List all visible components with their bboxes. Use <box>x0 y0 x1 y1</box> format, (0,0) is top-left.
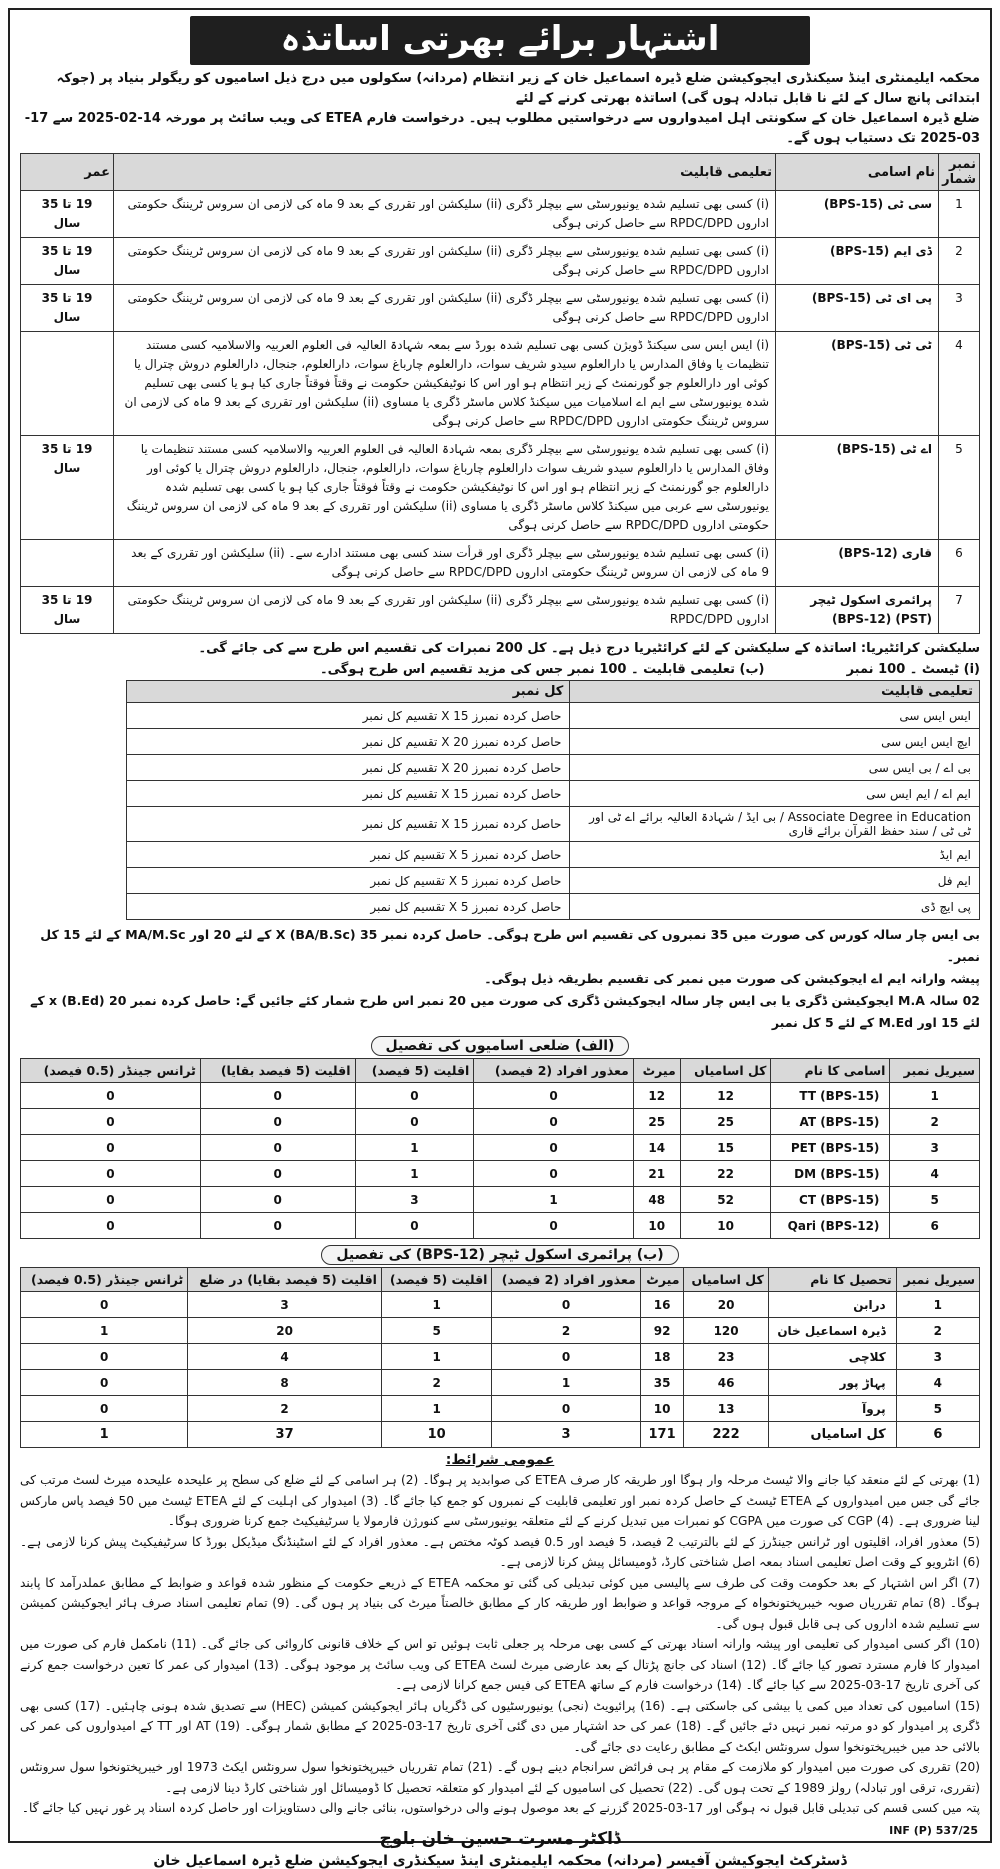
table-cell: 5 <box>896 1396 979 1422</box>
table-cell: 2 <box>188 1396 382 1422</box>
qualification-cell: ایم ایڈ <box>570 842 980 868</box>
table-cell: 1 <box>355 1135 474 1161</box>
table-cell: 0 <box>21 1135 201 1161</box>
table-cell: 0 <box>21 1396 188 1422</box>
table-row <box>21 436 980 540</box>
condition-item: (5) معذور افراد، اقلیتوں اور ٹرانس جینڈرز کے لئے بالترتیب 2 فیصد، 5 فیصد اور 0.5 فیصد کوٹہ مختص ہے۔ معذور افراد کے لئے اسٹینڈنگ میڈیکل بورڈ کا سرٹیفیکیٹ پیش کرنا لازمی ہے۔ (6) انٹرویو کے وقت اصل تعلیمی اسناد بمعہ اصل شناختی کارڈ، ڈومیسائل پیش کرنا لازمی ہے۔ <box>20 1534 980 1569</box>
qualification-cell: ایم اے / ایم ایس سی <box>570 781 980 807</box>
table-row <box>21 1292 980 1318</box>
advertisement-page <box>8 8 992 1869</box>
table-cell: 10 <box>381 1422 492 1448</box>
table-cell: 6 <box>890 1213 980 1239</box>
col-marks: کل نمبر <box>126 681 570 703</box>
table-cell: 52 <box>680 1187 771 1213</box>
table-cell: 3 <box>188 1292 382 1318</box>
post-name: قاری (BPS-12) <box>776 540 939 587</box>
condition-item: (20) تقرری کی صورت میں امیدوار کو ملازمت کے مقام پر ہی فرائض سرانجام دینے ہوں گے۔ (21) تمام تقرریاں خیبرپختونخوا سول سرونٹس ایکٹ 1973 اور خیبرپختونخوا سول سرونٹس (تقرری، ترقی اور تبادلہ) رولز 1989 کے تحت ہوں گی۔ (22) تحصیل کی اسامیوں کے لئے امیدوار کو متعلقہ تحصیل کا ڈومیسائل اور شناختی کارڈ دینا لازمی ہے۔ <box>20 1760 980 1795</box>
post-name: اے ٹی (BPS-15) <box>776 436 939 540</box>
post-serial: 7 <box>939 587 980 634</box>
signature-block <box>20 1829 980 1869</box>
table-row <box>21 1370 980 1396</box>
qualification-cell: پی ایچ ڈی <box>570 894 980 920</box>
table-cell: 4 <box>890 1161 980 1187</box>
district-posts-table <box>20 1058 980 1239</box>
table-cell: 1 <box>21 1318 188 1344</box>
post-serial: 1 <box>939 191 980 238</box>
table-cell: 0 <box>492 1344 640 1370</box>
column-header: کل اسامیاں <box>684 1268 768 1292</box>
table-cell: 4 <box>896 1370 979 1396</box>
table-row <box>21 540 980 587</box>
column-header: اسامی کا نام <box>771 1059 890 1083</box>
post-name: ٹی ٹی (BPS-15) <box>776 332 939 436</box>
marks-cell: حاصل کردہ نمبرز 20 X تقسیم کل نمبر <box>126 729 570 755</box>
table-cell: 1 <box>896 1292 979 1318</box>
column-header: اقلیت (5 فیصد بقایا) در ضلع <box>188 1268 382 1292</box>
table-cell: کلاچی <box>768 1344 896 1370</box>
column-header: معذور افراد (2 فیصد) <box>492 1268 640 1292</box>
table-cell: 1 <box>21 1422 188 1448</box>
signatory-designation: ڈسٹرکٹ ایجوکیشن آفیسر (مردانہ) محکمہ ایلیمنٹری اینڈ سیکنڈری ایجوکیشن ضلع ڈیرہ اسماعیل خان <box>153 1852 847 1869</box>
posts-table <box>20 153 980 634</box>
table-cell: 1 <box>890 1083 980 1109</box>
table-cell: 0 <box>21 1344 188 1370</box>
table-row <box>126 894 979 920</box>
conditions-title: عمومی شرائط: <box>445 1452 555 1468</box>
table-cell: 0 <box>21 1109 201 1135</box>
tehsil-table-header <box>21 1268 980 1292</box>
table-cell: 0 <box>200 1161 355 1187</box>
table-row <box>21 1318 980 1344</box>
table-cell: 1 <box>492 1370 640 1396</box>
table-row <box>21 1344 980 1370</box>
col-qualification: تعلیمی قابلیت <box>570 681 980 703</box>
post-qualification: (i) کسی بھی تسلیم شدہ یونیورسٹی سے بیچلر ڈگری (ii) سلیکشن اور تقرری کے بعد 9 ماہ کی لازمی ان سروس ٹریننگ حکومتی اداروں RPDC/DPD سے حاصل کرنی ہوگی <box>114 238 776 285</box>
post-qualification: (i) کسی بھی تسلیم شدہ یونیورسٹی سے بیچلر ڈگری (ii) سلیکشن اور تقرری کے بعد 9 ماہ کی لازمی ان سروس ٹریننگ حکومتی اداروں RPDC/DPD سے حاصل کرنی ہوگی <box>114 285 776 332</box>
table-cell: 0 <box>492 1292 640 1318</box>
intro-line-2: ضلع ڈیرہ اسماعیل خان کے سکونتی اہل امیدواروں سے درخواستیں مطلوب ہیں۔ درخواست فارم ETEA کی ویب سائٹ پر مورخہ 14-02-2025 سے 17-03-2025 تک دستیاب ہوں گے۔ <box>24 111 980 146</box>
tehsil-table-body <box>21 1292 980 1448</box>
qualification-table <box>126 680 980 920</box>
table-cell: 2 <box>381 1370 492 1396</box>
marks-cell: حاصل کردہ نمبرز 15 X تقسیم کل نمبر <box>126 781 570 807</box>
table-cell: 2 <box>492 1318 640 1344</box>
table-row <box>126 781 979 807</box>
column-header: سیریل نمبر <box>890 1059 980 1083</box>
table-row <box>21 1083 980 1109</box>
note-bs: بی ایس چار سالہ کورس کی صورت میں 35 نمبروں کی تقسیم اس طرح ہوگی۔ حاصل کردہ نمبر 35 X (BA/B.Sc) کے لئے 20 اور MA/M.Sc کے لئے 15 کل نمبر۔ <box>40 927 980 964</box>
table-row <box>21 1161 980 1187</box>
table-cell: 0 <box>355 1083 474 1109</box>
table-cell: 3 <box>355 1187 474 1213</box>
district-table-header <box>21 1059 980 1083</box>
condition-item: (15) اسامیوں کی تعداد میں کمی یا بیشی کی جاسکتی ہے۔ (16) پرائیویٹ (نجی) یونیورسٹیوں کی ڈگریاں ہائر ایجوکیشن کمیشن (HEC) سے تصدیق شدہ ہونی چاہئیں۔ (17) کسی بھی ڈگری پر امیدوار کو دو مرتبہ نمبر نہیں دئے جائیں گے۔ (18) عمر کی حد اشتہار میں دی گئی آخری تاریخ 17-03-2025 کے مطابق شمار ہوگی۔ (19) AT اور TT کے امیدواروں کی عمر کی بالائی حد میں خیبرپختونخوا سول سرونٹس ایکٹ کے مطابق رعایت دی جائے گی۔ <box>20 1698 981 1754</box>
table-cell: Qari (BPS-12) <box>771 1213 890 1239</box>
column-header: اقلیت (5 فیصد) <box>381 1268 492 1292</box>
reference-number: INF (P) 537/25 <box>889 1824 978 1837</box>
table-row <box>21 1109 980 1135</box>
post-name: پرائمری اسکول ٹیچر (PST) (BPS-12) <box>776 587 939 634</box>
qualification-cell: ایس ایس سی <box>570 703 980 729</box>
table-cell: 0 <box>21 1161 201 1187</box>
page-title: اشتہار برائے بھرتی اساتذہ <box>190 16 810 65</box>
table-cell: 46 <box>684 1370 768 1396</box>
table-cell: 35 <box>640 1370 684 1396</box>
column-header: اقلیت (5 فیصد بقایا) <box>200 1059 355 1083</box>
table-row <box>21 1187 980 1213</box>
table-row <box>21 1135 980 1161</box>
selection-criteria: سلیکشن کرائٹیریا: اساتذہ کے سلیکشن کے لئے کرائٹیریا درج ذیل ہے۔ کل 200 نمبرات کی تقسیم اس طرح سے کی جائے گی۔ <box>198 641 980 656</box>
table-cell: 1 <box>474 1187 633 1213</box>
note-professional: پیشہ وارانہ ایم اے ایجوکیشن کی صورت میں نمبر کی تقسیم بطریقہ ذیل ہوگی۔ <box>484 971 980 986</box>
table-cell: ڈیرہ اسماعیل خان <box>768 1318 896 1344</box>
col-post-name: نام اسامی <box>776 154 939 191</box>
table-row <box>21 191 980 238</box>
post-qualification: (i) کسی بھی تسلیم شدہ یونیورسٹی سے بیچلر ڈگری اور قرأت سند کسی بھی مستند ادارے سے۔ (ii) سلیکشن اور تقرری کے بعد 9 ماہ کی لازمی ان سروس ٹریننگ حکومتی اداروں RPDC/DPD سے حاصل کرنی ہوگی <box>114 540 776 587</box>
table-cell: 0 <box>474 1213 633 1239</box>
table-cell: پروآ <box>768 1396 896 1422</box>
district-table-body <box>21 1083 980 1239</box>
condition-item: (7) اگر اس اشتہار کے بعد حکومت وقت کی طرف سے پالیسی میں کوئی تبدیلی کی گئی تو محکمہ ETEA کے ذریعے حکومت کے منظور شدہ قواعد و ضوابط کے مطابق عملدرآمد کا پابند ہوگا۔ (8) تمام تقرریاں صوبہ خیبرپختونخواہ کے مروجہ قواعد و ضوابط اور طریقہ کار کے مطابق خالصتاً میرٹ کی بنیاد پر ہوں گی۔ (9) تمام تعلیمی اسناد صرف ہائر ایجوکیشن کمیشن سے تسلیم شدہ اداروں کی ہی قابل قبول ہوں گی۔ <box>20 1575 980 1631</box>
table-cell: 10 <box>640 1396 684 1422</box>
table-cell: 2 <box>890 1109 980 1135</box>
table-cell: 0 <box>355 1213 474 1239</box>
post-age <box>21 332 114 436</box>
col-serial: نمبر شمار <box>939 154 980 191</box>
post-name: پی ای ٹی (BPS-15) <box>776 285 939 332</box>
qualification-cell: بی اے / بی ایس سی <box>570 755 980 781</box>
table-row <box>126 729 979 755</box>
table-cell: 3 <box>896 1344 979 1370</box>
post-age: 19 تا 35 سال <box>21 285 114 332</box>
post-qualification: (i) کسی بھی تسلیم شدہ یونیورسٹی سے بیچلر ڈگری بمعہ شہادۃ العالیہ فی العلوم العربیہ والاسلامیہ کسی مستند تنظیمات یا وفاق المدارس یا دارالعلوم سیدو شریف سوات دارالعلوم چارباغ سوات، دارالعلوم، جنجال، دارالعلوم دروش چترال یا کوئی اور دارالعلوم جو گورنمنٹ کے زیر انتظام ہو اور اس کا نوٹیفکیشن حکومت نے وقتاً فوقتاً جاری کیا ہو یا کسی بھی تسلیم شدہ یونیورسٹی سے عربی میں سیکنڈ کلاس ماسٹر ڈگری یا مساوی (ii) سلیکشن اور تقرری کے بعد 9 ماہ کی لازمی ان سروس ٹریننگ حکومتی اداروں RPDC/DPD سے حاصل کرنی ہوگی <box>114 436 776 540</box>
column-header: اقلیت (5 فیصد) <box>355 1059 474 1083</box>
signatory-name: ڈاکٹر مسرت حسین خان بلوچ <box>379 1828 621 1849</box>
table-cell: 0 <box>474 1135 633 1161</box>
condition-item: پتہ میں کسی قسم کی تبدیلی قابل قبول نہ ہوگی اور 17-03-2025 گزرنے کے بعد موصول ہونے والی درخواستوں، بنائی جانے والی دستاویزات اور حاصل کردہ اسناد پر غور نہیں کیا جائے گا۔ <box>21 1801 980 1815</box>
table-cell: 0 <box>474 1083 633 1109</box>
post-qualification: (i) ایس ایس سی سیکنڈ ڈویژن کسی بھی تسلیم شدہ بورڈ سے بمعہ شہادۃ العالیہ فی العلوم العربیہ والاسلامیہ کسی مستند تنظیمات یا وفاق المدارس یا دارالعلوم سیدو شریف سوات، دارالعلوم چارباغ سوات، دارالعلوم، جنجال، دارالعلوم دروش چترال یا کوئی اور دارالعلوم جو گورنمنٹ کے زیر انتظام ہو اور اس کا نوٹیفکیشن حکومت نے وقتاً فوقتاً جاری کیا ہو یا کسی بھی تسلیم شدہ یونیورسٹی سے ایم اے اسلامیات میں سیکنڈ کلاس ماسٹر ڈگری یا مساوی (ii) سلیکشن اور تقرری کے بعد 9 ماہ کی لازمی ان سروس ٹریننگ حکومتی اداروں RPDC/DPD سے حاصل کرنی ہوگی <box>114 332 776 436</box>
posts-table-body <box>21 191 980 634</box>
district-section-heading <box>20 1038 980 1054</box>
table-cell: 4 <box>188 1344 382 1370</box>
table-cell: 1 <box>355 1161 474 1187</box>
table-cell: 0 <box>200 1187 355 1213</box>
marks-split <box>20 659 980 680</box>
col-age: عمر <box>21 154 114 191</box>
table-cell: 0 <box>21 1292 188 1318</box>
table-cell: 20 <box>188 1318 382 1344</box>
table-row <box>21 332 980 436</box>
table-cell: 0 <box>200 1109 355 1135</box>
post-age <box>21 540 114 587</box>
condition-item: (10) اگر کسی امیدوار کی تعلیمی اور پیشہ وارانہ اسناد بھرتی کے کسی بھی مرحلہ پر جعلی ثابت ہوئیں تو اس کے خلاف قانونی کاروائی کی جائے گی۔ (11) نامکمل فارم کی صورت میں امیدوار کا فارم مسترد تصور کیا جائے گا۔ (12) اسناد کی جانچ پڑتال کے بعد عارضی میرٹ لسٹ ETEA کی ویب سائٹ پر موجود ہوگی۔ (13) امیدوار کی عمر کا تعین درخواست جمع کرنے کی آخری تاریخ 17-03-2025 سے کیا جائے گا۔ (14) درخواست فارم کے ساتھ ETEA کی فیس جمع کرانا لازمی ہے۔ <box>20 1637 980 1692</box>
column-header: ٹرانس جینڈر (0.5 فیصد) <box>21 1059 201 1083</box>
qualification-table-body <box>126 703 979 920</box>
table-cell: 0 <box>200 1135 355 1161</box>
post-name: سی ٹی (BPS-15) <box>776 191 939 238</box>
table-cell: DM (BPS-15) <box>771 1161 890 1187</box>
table-cell: PET (BPS-15) <box>771 1135 890 1161</box>
table-row <box>126 868 979 894</box>
test-marks: (i) ٹیسٹ ۔ 100 نمبر <box>846 662 980 677</box>
table-cell: 37 <box>188 1422 382 1448</box>
column-header: معذور افراد (2 فیصد) <box>474 1059 633 1083</box>
column-header: کل اسامیاں <box>680 1059 771 1083</box>
district-title: (الف) ضلعی اسامیوں کی تفصیل <box>371 1036 630 1056</box>
table-row <box>126 807 979 842</box>
marks-cell: حاصل کردہ نمبرز 15 X تقسیم کل نمبر <box>126 703 570 729</box>
table-row <box>21 285 980 332</box>
table-cell: 92 <box>640 1318 684 1344</box>
table-row <box>21 1396 980 1422</box>
table-cell: 0 <box>200 1213 355 1239</box>
table-cell: 0 <box>21 1213 201 1239</box>
table-row <box>21 1213 980 1239</box>
table-cell: 15 <box>680 1135 771 1161</box>
post-age: 19 تا 35 سال <box>21 436 114 540</box>
table-cell: 10 <box>680 1213 771 1239</box>
post-age: 19 تا 35 سال <box>21 238 114 285</box>
marks-cell: حاصل کردہ نمبرز 5 X تقسیم کل نمبر <box>126 868 570 894</box>
table-cell: 0 <box>21 1370 188 1396</box>
post-name: ڈی ایم (BPS-15) <box>776 238 939 285</box>
column-header: سیریل نمبر <box>896 1268 979 1292</box>
table-cell: 16 <box>640 1292 684 1318</box>
table-cell: 2 <box>896 1318 979 1344</box>
table-cell: 0 <box>492 1396 640 1422</box>
table-cell: 0 <box>474 1109 633 1135</box>
post-serial: 3 <box>939 285 980 332</box>
qualification-cell: ایچ ایس ایس سی <box>570 729 980 755</box>
table-cell: کل اسامیاں <box>768 1422 896 1448</box>
general-conditions <box>20 1470 980 1819</box>
table-row <box>21 1422 980 1448</box>
post-serial: 4 <box>939 332 980 436</box>
table-cell: 3 <box>890 1135 980 1161</box>
table-cell: 3 <box>492 1422 640 1448</box>
post-serial: 6 <box>939 540 980 587</box>
tehsil-title: (ب) پرائمری اسکول ٹیچر (BPS-12) کی تفصیل <box>321 1245 678 1265</box>
table-row <box>21 587 980 634</box>
tehsil-section-heading <box>20 1247 980 1263</box>
table-cell: 0 <box>355 1109 474 1135</box>
col-qualification: تعلیمی قابلیت <box>114 154 776 191</box>
column-header: میرٹ <box>633 1059 680 1083</box>
table-cell: درابن <box>768 1292 896 1318</box>
table-cell: AT (BPS-15) <box>771 1109 890 1135</box>
post-age: 19 تا 35 سال <box>21 191 114 238</box>
table-cell: 12 <box>633 1083 680 1109</box>
column-header: میرٹ <box>640 1268 684 1292</box>
marks-cell: حاصل کردہ نمبرز 20 X تقسیم کل نمبر <box>126 755 570 781</box>
intro-text <box>20 69 980 149</box>
post-qualification: (i) کسی بھی تسلیم شدہ یونیورسٹی سے بیچلر ڈگری (ii) سلیکشن اور تقرری کے بعد 9 ماہ کی لازمی ان سروس ٹریننگ حکومتی اداروں RPDC/DPD <box>114 587 776 634</box>
table-cell: 171 <box>640 1422 684 1448</box>
table-cell: 8 <box>188 1370 382 1396</box>
note-education-degree: 02 سالہ M.A ایجوکیشن ڈگری یا بی ایس چار سالہ ایجوکیشن ڈگری کی صورت میں 20 نمبر اس طرح شمار کئے جائیں گے: حاصل کردہ نمبر 20 x (B.Ed) کے لئے 15 اور M.Ed کے لئے 5 کل نمبر <box>30 993 980 1030</box>
table-cell: 12 <box>680 1083 771 1109</box>
table-cell: 20 <box>684 1292 768 1318</box>
post-qualification: (i) کسی بھی تسلیم شدہ یونیورسٹی سے بیچلر ڈگری (ii) سلیکشن اور تقرری کے بعد 9 ماہ کی لازمی ان سروس ٹریننگ حکومتی اداروں RPDC/DPD سے حاصل کرنی ہوگی <box>114 191 776 238</box>
table-cell: 1 <box>381 1344 492 1370</box>
condition-item: (1) بھرتی کے لئے منعقد کیا جانے والا ٹیسٹ مرحلہ وار ہوگا اور طریقہ کار صرف ETEA کی صوابدید پر ہوگا۔ (2) ہر اسامی کے لئے ضلع کی سطح پر علیحدہ علیحدہ میرٹ لسٹ مرتب کی جائے گی جس میں امیدواروں کے ETEA ٹیسٹ کے حاصل کردہ نمبر اور تعلیمی قابلیت کے نمبروں کو جمع کیا جائے گا۔ (3) امیدوار کی اہلیت کے لئے ETEA ٹیسٹ میں 50 فیصد پاس مارکس لینا ضروری ہے۔ (4) CGP کی صورت میں CGPA کو نمبرات میں تبدیل کرنے کے لئے متعلقہ یونیورسٹی سے کنورژن فارمولا یا سرٹیفیکیٹ جمع کرنا ضروری ہوگا۔ <box>20 1473 981 1528</box>
qualification-cell: Associate Degree in Education / بی ایڈ / شہادۃ العالیہ برائے اے ٹی اور ٹی ٹی / سند حفظ القرآن برائے قاری <box>570 807 980 842</box>
table-cell: 13 <box>684 1396 768 1422</box>
table-cell: 6 <box>896 1422 979 1448</box>
table-cell: 222 <box>684 1422 768 1448</box>
marks-cell: حاصل کردہ نمبرز 5 X تقسیم کل نمبر <box>126 842 570 868</box>
table-cell: 0 <box>21 1187 201 1213</box>
table-cell: 25 <box>633 1109 680 1135</box>
table-cell: 5 <box>890 1187 980 1213</box>
table-cell: CT (BPS-15) <box>771 1187 890 1213</box>
table-cell: 1 <box>381 1396 492 1422</box>
table-row <box>126 755 979 781</box>
table-cell: پہاڑ پور <box>768 1370 896 1396</box>
qualification-cell: ایم فل <box>570 868 980 894</box>
column-header: ٹرانس جینڈر (0.5 فیصد) <box>21 1268 188 1292</box>
edu-marks: (ب) تعلیمی قابلیت ۔ 100 نمبر جس کی مزید تقسیم اس طرح ہوگی۔ <box>320 662 765 677</box>
column-header: تحصیل کا نام <box>768 1268 896 1292</box>
tehsil-posts-table <box>20 1267 980 1448</box>
marks-cell: حاصل کردہ نمبرز 5 X تقسیم کل نمبر <box>126 894 570 920</box>
table-row <box>126 703 979 729</box>
post-serial: 2 <box>939 238 980 285</box>
table-cell: 23 <box>684 1344 768 1370</box>
table-cell: TT (BPS-15) <box>771 1083 890 1109</box>
marks-cell: حاصل کردہ نمبرز 15 X تقسیم کل نمبر <box>126 807 570 842</box>
intro-line-1: محکمہ ایلیمنٹری اینڈ سیکنڈری ایجوکیشن ضلع ڈیرہ اسماعیل خان کے زیر انتظام (مردانہ) سکولوں میں درج ذیل اسامیوں کو ریگولر بنیاد پر (جوکہ ابتدائی پانچ سال کے لئے نا قابل تبادلہ ہوں گی) اساتذہ بھرتی کرنے کے لئے <box>56 71 980 106</box>
table-cell: 25 <box>680 1109 771 1135</box>
post-serial: 5 <box>939 436 980 540</box>
table-cell: 0 <box>21 1083 201 1109</box>
table-cell: 1 <box>381 1292 492 1318</box>
table-cell: 0 <box>474 1161 633 1187</box>
table-row <box>21 238 980 285</box>
table-cell: 18 <box>640 1344 684 1370</box>
table-cell: 120 <box>684 1318 768 1344</box>
table-cell: 21 <box>633 1161 680 1187</box>
table-cell: 0 <box>200 1083 355 1109</box>
table-cell: 5 <box>381 1318 492 1344</box>
table-cell: 10 <box>633 1213 680 1239</box>
table-row <box>126 842 979 868</box>
table-cell: 22 <box>680 1161 771 1187</box>
post-age: 19 تا 35 سال <box>21 587 114 634</box>
table-cell: 14 <box>633 1135 680 1161</box>
table-cell: 48 <box>633 1187 680 1213</box>
